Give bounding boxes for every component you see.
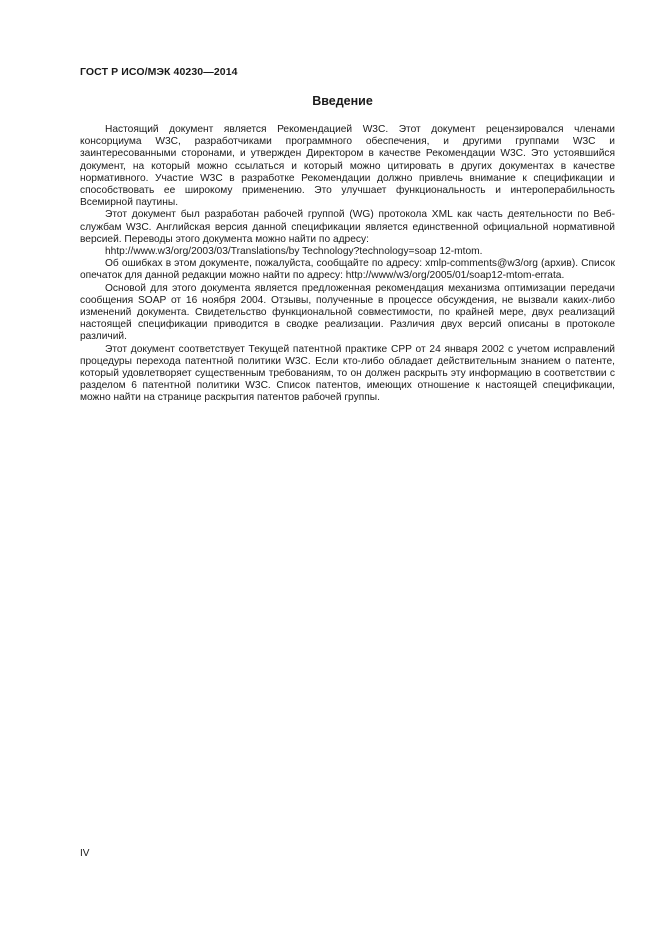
paragraph-errata: Об ошибках в этом документе, пожалуйста, сообщайте по адресу: xmlp-comments@w3/org (архив). Список опечаток для данной редакции можно найти по адресу: http://www/w3/org/2005/01/soap12-mtom-errata.: [80, 258, 615, 282]
page-title: [0, 94, 661, 108]
paragraph-working-group: Этот документ был разработан рабочей группой (WG) протокола XML как часть деятельности по Веб-службам W3C. Английская версия данной спецификации является единственной официальной нормативной версией. Переводы этого документа можно найти по адресу:: [80, 209, 615, 245]
paragraph-patent-policy: Этот документ соответствует Текущей патентной практике CPP от 24 января 2002 с учетом исправлений процедуры перехода патентной политики W3C. Если кто-либо обладает действительным знанием о патенте, который удовлетворяет существенным требованиям, то он должен раскрыть эту информацию в соответствии с разделом 6 патентной политики W3C. Список патентов, имеющих отношение к настоящей спецификации, можно найти на странице раскрытия патентов рабочей группы.: [80, 343, 615, 404]
document-standard-id: ГОСТ Р ИСО/МЭК 40230—2014: [80, 66, 238, 78]
paragraph-basis: Основой для этого документа является предложенная рекомендация механизма оптимизации передачи сообщения SOAP от 16 ноября 2004. Отзывы, полученные в процессе обсуждения, не вызвали каких-либо изменений документа. Свидетельство функциональной совместимости, по крайней мере, двух реализаций настоящей спецификации приводится в сводке реализации. Различия двух версий описаны в протоколе различий.: [80, 282, 615, 343]
page-number: IV: [80, 848, 90, 859]
paragraph-intro: Настоящий документ является Рекомендацией W3C. Этот документ рецензировался членами консорциума W3C, разработчиками программного обеспечения, и другими группами W3C и заинтересованными сторонами, и утвержден Директором в качестве Рекомендации W3C. Это устоявшийся документ, на который можно ссылаться и который можно цитировать в других документах в качестве нормативного. Участие W3C в разработке Рекомендации должно привлечь внимание к спецификации и способствовать ее широкому применению. Это улучшает функциональность и интероперабильность Всемирной паутины.: [80, 124, 615, 209]
page-title-text: Введение: [312, 94, 373, 108]
document-body: [80, 124, 615, 405]
paragraph-translations-url: hhtp://www.w3/org/2003/03/Translations/by Technology?technology=soap 12-mtom.: [105, 246, 483, 258]
